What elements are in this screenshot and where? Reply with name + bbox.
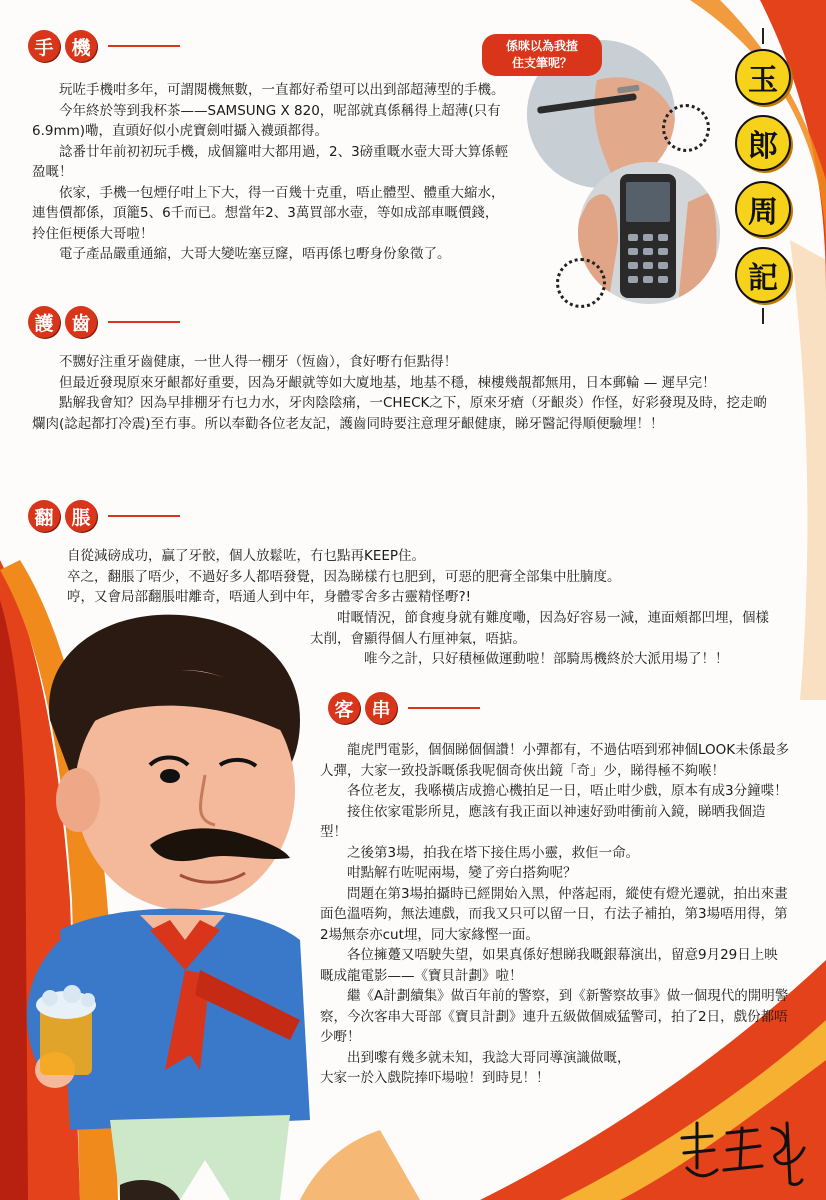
section-cameo <box>320 740 790 1089</box>
heading-badge: 脹 <box>65 500 97 532</box>
section-belly-continued <box>310 608 782 670</box>
title-dash <box>762 28 764 44</box>
paragraph: 咁點解冇咗呢兩場，變了旁白搭夠呢？ <box>347 865 577 881</box>
paragraph: 各位擁躉又唔駛失望，如果真係好想睇我嘅銀幕演出，留意9月29日上映嘅成龍電影——《寶貝計劃》啦！ <box>320 947 778 984</box>
heading-badge: 串 <box>365 692 397 724</box>
paragraph: 今年終於等到我杯茶——SAMSUNG X 820，呢部就真係稱得上超薄(只有6.9mm)嘞，直頭好似小虎寶劍咁攝入襪頭都得。 <box>32 102 501 139</box>
title-dash <box>762 308 764 324</box>
heading-badge: 齒 <box>65 306 97 338</box>
paragraph: 問題在第3場拍攝時已經開始入黑，仲落起雨，縱使有燈光遷就，拍出來畫面色溫唔夠，無法連戲，而我又只可以留一日，冇法子補拍，第3場唔用得，第2場無奈亦cut埋，同大家緣慳一面。 <box>320 885 788 943</box>
title-char: 玉 <box>735 49 791 105</box>
paragraph: 咁嘅情況，節食瘦身就有難度嘞，因為好容易一減，連面頰都凹埋，個樣太削，會顯得個人冇厘神氣，唔掂。 <box>310 610 769 647</box>
paragraph: 諗番廿年前初初玩手機，成個籮咁大都用過，2、3磅重嘅水壺大哥大算係輕盈嘅！ <box>32 143 509 180</box>
heading-badge: 手 <box>28 30 60 62</box>
paragraph: 玩咗手機咁多年，可謂閱機無數，一直都好希望可以出到部超薄型的手機。 <box>59 82 505 98</box>
heading-badge: 翻 <box>28 500 60 532</box>
decorative-dotted-circle <box>662 104 710 152</box>
paragraph: 哼，又會局部翻脹咁離奇，唔通人到中年，身體零舍多古靈精怪嘢?! <box>67 589 472 605</box>
heading-badge: 護 <box>28 306 60 338</box>
paragraph: 接住依家電影所見，應該有我正面以神速好勁咁衝前入鏡，睇晒我個造型！ <box>320 803 766 840</box>
heading-rule <box>108 515 180 517</box>
heading-phone <box>28 30 180 62</box>
decorative-dotted-circle <box>556 258 606 308</box>
heading-rule <box>108 45 180 47</box>
paragraph: 唯今之計，只好積極做運動啦！部騎馬機終於大派用場了！！ <box>364 651 729 667</box>
paragraph: 卒之，翻脹了唔少，不過好多人都唔發覺，因為睇樣冇乜肥到，可惡的肥膏全部集中肚腩度。 <box>67 568 621 585</box>
paragraph: 但最近發現原來牙齦都好重要，因為牙齦就等如大廈地基，地基不穩，棟樓幾靚都無用，日本郵輪 — 遲早完！ <box>59 374 716 391</box>
title-char: 周 <box>735 181 791 237</box>
cartoon-portrait <box>0 600 330 1200</box>
photo-caption <box>482 34 602 76</box>
heading-cameo <box>328 692 480 724</box>
paragraph: 不嬲好注重牙齒健康，一世人得一棚牙（恆齒），食好嘢冇佢點得！ <box>59 354 458 370</box>
heading-badge: 機 <box>65 30 97 62</box>
title-char: 記 <box>735 247 791 303</box>
column-title <box>733 28 793 324</box>
paragraph: 出到嚟有幾多就未知，我諗大哥同導演識做嘅，大家一於入戲院捧吓場啦！到時見！！ <box>320 1049 631 1086</box>
heading-rule <box>408 707 480 709</box>
caption-line: 係咪以為我揸 <box>505 39 578 53</box>
paragraph: 各位老友，我喺橫店成擔心機拍足一日，唔止咁少戲，原本有成3分鐘喋！ <box>347 783 788 799</box>
heading-rule <box>108 321 180 323</box>
heading-belly <box>28 500 180 532</box>
heading-badge: 客 <box>328 692 360 724</box>
title-char: 郎 <box>735 115 791 171</box>
paragraph: 自從減磅成功，贏了牙骹，個人放鬆咗，冇乜點再KEEP住。 <box>67 548 426 564</box>
signature <box>672 1108 812 1188</box>
paragraph: 繼《A計劃續集》做百年前的警察，到《新警察故事》做一個現代的開明警察，今次客串大哥部《寶貝計劃》連升五級做個威猛警司，拍了2日，戲份都唔少嘢！ <box>320 988 789 1045</box>
paragraph: 電子產品嚴重通縮，大哥大變咗塞豆窿，唔再係乜嘢身份象徵了。 <box>59 246 451 262</box>
section-phone <box>32 80 510 265</box>
section-teeth <box>32 352 770 434</box>
paragraph: 依家，手機一包煙仔咁上下大，得一百幾十克重，唔止體型、體重大縮水，連售價都係，頂籠5、6千而已。想當年2、3萬買部水壺，等如成部車嘅價錢，拎住佢梗係大哥啦！ <box>32 184 505 242</box>
paragraph: 之後第3場，拍我在塔下接住馬小靈，救佢一命。 <box>347 844 640 861</box>
section-belly <box>40 546 740 608</box>
paragraph: 龍虎門電影，個個睇個個讚！小彈都有，不過估唔到邪神個LOOK未係最多人彈，大家一致投訴嘅係我呢個奇俠出鏡「奇」少，睇得極不夠喉！ <box>320 742 790 779</box>
heading-teeth <box>28 306 180 338</box>
paragraph: 點解我會知？因為早排棚牙冇乜力水，牙肉陰陰痛，一CHECK之下，原來牙瘡（牙齦炎）作怪，好彩發現及時，挖走啲爛肉(諗起都打冷震)至冇事。所以奉勸各位老友記，護齒同時要注意理牙齦健康，睇牙醫記得順便驗埋！！ <box>32 395 767 432</box>
caption-line: 住支筆呢？ <box>511 56 572 70</box>
